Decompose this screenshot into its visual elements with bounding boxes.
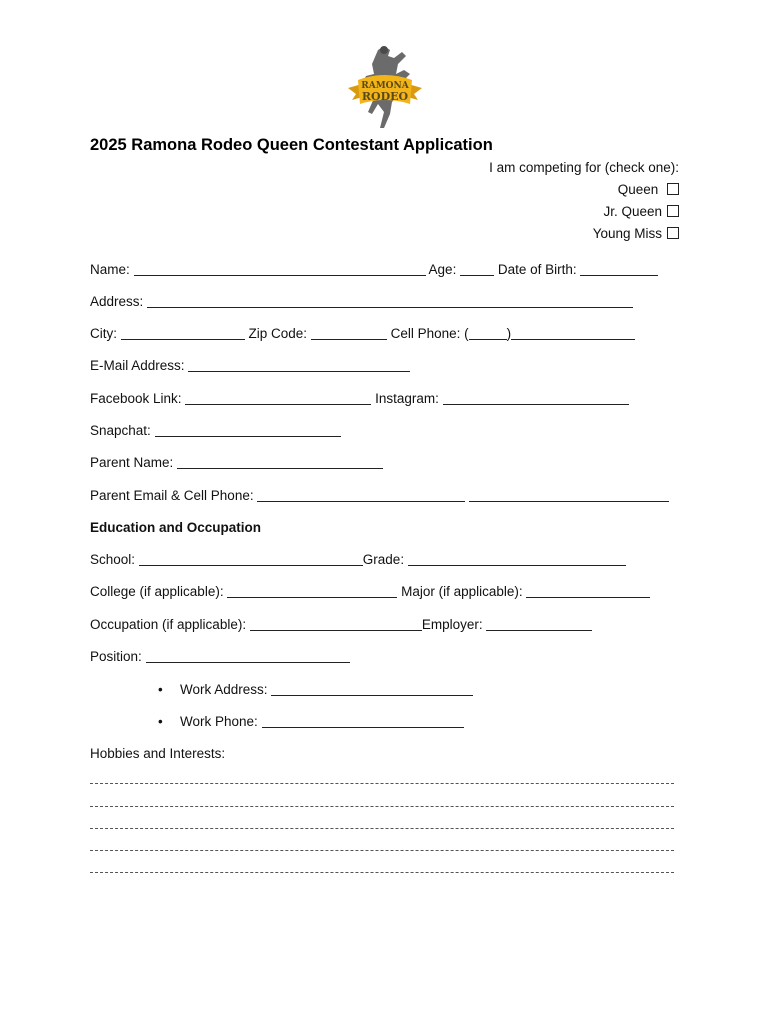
school-label: School: — [90, 552, 136, 567]
option-jr-queen-label: Jr. Queen — [603, 204, 662, 219]
parent-contact-row — [90, 488, 669, 503]
major-field[interactable] — [526, 585, 650, 598]
address-row — [90, 294, 633, 309]
work-phone-label: Work Phone: — [180, 714, 258, 729]
name-row — [90, 262, 658, 277]
cell-paren: ) — [506, 326, 512, 341]
form-title: 2025 Ramona Rodeo Queen Contestant Application — [90, 136, 493, 154]
parent-name-field[interactable] — [177, 456, 383, 469]
bullet-icon: • — [158, 714, 163, 729]
parent-email-field[interactable] — [257, 489, 465, 502]
ramona-rodeo-logo — [344, 44, 426, 136]
hobbies-line[interactable] — [90, 871, 674, 873]
hobbies-line[interactable] — [90, 827, 674, 829]
hobbies-line[interactable] — [90, 805, 674, 807]
instagram-field[interactable] — [443, 392, 629, 405]
svg-text:RODEO: RODEO — [361, 90, 409, 103]
snapchat-field[interactable] — [155, 424, 341, 437]
occupation-field[interactable] — [250, 618, 422, 631]
city-row — [90, 326, 635, 341]
work-address-row — [158, 682, 473, 697]
checkbox-young-miss[interactable] — [667, 227, 679, 239]
facebook-field[interactable] — [185, 392, 371, 405]
snapchat-row — [90, 423, 341, 438]
parent-contact-label: Parent Email & Cell Phone: — [90, 488, 254, 503]
position-row — [90, 649, 350, 664]
grade-field[interactable] — [408, 553, 626, 566]
age-label: Age: — [428, 262, 457, 277]
competing-for-group — [489, 157, 679, 245]
cell-label: Cell Phone: ( — [390, 326, 469, 341]
option-young-miss-label: Young Miss — [592, 226, 662, 241]
checkbox-queen[interactable] — [667, 183, 679, 195]
checkbox-jr-queen[interactable] — [667, 205, 679, 217]
instagram-label: Instagram: — [375, 391, 439, 406]
occupation-label: Occupation (if applicable): — [90, 617, 247, 632]
address-label: Address: — [90, 294, 144, 309]
email-label: E-Mail Address: — [90, 358, 185, 373]
college-field[interactable] — [227, 585, 397, 598]
cell-area-code-field[interactable] — [469, 327, 507, 340]
dob-field[interactable] — [580, 263, 658, 276]
name-label: Name: — [90, 262, 130, 277]
name-field[interactable] — [134, 263, 426, 276]
grade-label: Grade: — [362, 552, 405, 567]
education-heading: Education and Occupation — [90, 520, 262, 535]
option-jr-queen[interactable] — [489, 201, 679, 223]
school-row — [90, 552, 626, 567]
age-field[interactable] — [460, 263, 494, 276]
social-row — [90, 391, 629, 406]
city-field[interactable] — [121, 327, 245, 340]
bullet-icon: • — [158, 682, 163, 697]
cell-number-field[interactable] — [511, 327, 635, 340]
school-field[interactable] — [139, 553, 363, 566]
parent-cell-field[interactable] — [469, 489, 669, 502]
position-field[interactable] — [146, 650, 350, 663]
svg-text:RAMONA: RAMONA — [361, 81, 409, 91]
parent-name-label: Parent Name: — [90, 455, 174, 470]
hobbies-label: Hobbies and Interests: — [90, 746, 226, 761]
work-phone-row — [158, 714, 464, 729]
position-label: Position: — [90, 649, 142, 664]
dob-label: Date of Birth: — [497, 262, 577, 277]
email-field[interactable] — [188, 359, 410, 372]
zip-label: Zip Code: — [248, 326, 308, 341]
email-row — [90, 358, 410, 373]
major-label: Major (if applicable): — [401, 584, 523, 599]
work-address-label: Work Address: — [180, 682, 268, 697]
hobbies-line[interactable] — [90, 849, 674, 851]
option-queen[interactable] — [489, 179, 679, 201]
snapchat-label: Snapchat: — [90, 423, 151, 438]
work-address-field[interactable] — [271, 683, 473, 696]
option-young-miss[interactable] — [489, 223, 679, 245]
facebook-label: Facebook Link: — [90, 391, 182, 406]
work-phone-field[interactable] — [262, 715, 464, 728]
zip-field[interactable] — [311, 327, 387, 340]
city-label: City: — [90, 326, 117, 341]
hobbies-line[interactable] — [90, 782, 674, 784]
option-queen-label: Queen — [617, 182, 659, 197]
employer-label: Employer: — [421, 617, 483, 632]
college-row — [90, 584, 650, 599]
competing-prompt: I am competing for (check one): — [489, 160, 679, 175]
address-field[interactable] — [147, 295, 633, 308]
occupation-row — [90, 617, 592, 632]
employer-field[interactable] — [486, 618, 592, 631]
college-label: College (if applicable): — [90, 584, 224, 599]
parent-name-row — [90, 455, 383, 470]
